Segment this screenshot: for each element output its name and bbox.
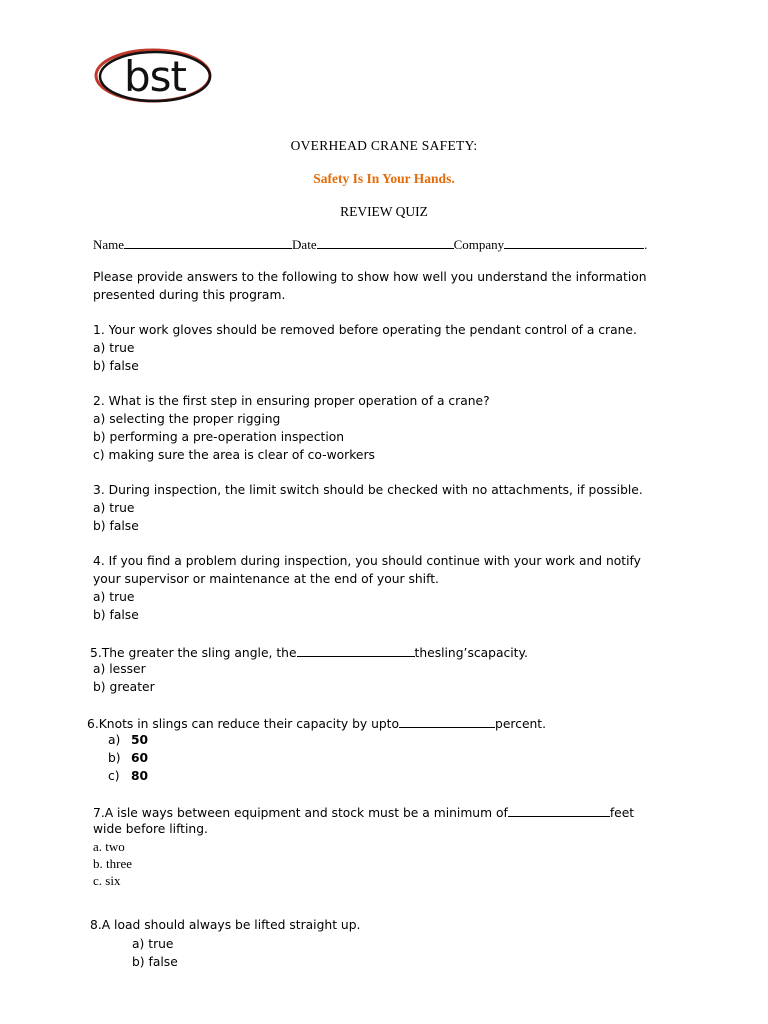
question-4-line-2: your supervisor or maintenance at the end of your shift.: [93, 572, 439, 586]
q8-option-a[interactable]: a) true: [132, 937, 174, 951]
q6-option-c[interactable]: 80: [131, 769, 149, 783]
page-title: OVERHEAD CRANE SAFETY:: [290, 138, 478, 153]
fields-end: .: [644, 237, 648, 252]
page-subtitle: Safety Is In Your Hands.: [313, 171, 455, 186]
question-7-line-2: wide before lifting.: [93, 822, 208, 836]
q2-option-c[interactable]: c) making sure the area is clear of co-workers: [93, 448, 375, 462]
q6-option-c-label: c): [108, 769, 120, 783]
intro-line-2: presented during this program.: [93, 288, 286, 302]
intro-line-1: Please provide answers to the following to show how well you understand the information: [93, 270, 647, 284]
q3-option-a[interactable]: a) true: [93, 501, 135, 515]
q5-option-b[interactable]: b) greater: [93, 680, 155, 694]
question-2: 2. What is the first step in ensuring proper operation of a crane?: [93, 394, 490, 408]
q1-option-a[interactable]: a) true: [93, 341, 135, 355]
question-3: 3. During inspection, the limit switch should be checked with no attachments, if possible.: [93, 483, 643, 497]
q7-text-end: feet: [609, 806, 635, 820]
q6-text-start: 6.Knots in slings can reduce their capacity by upto: [87, 717, 400, 731]
q4-option-a[interactable]: a) true: [93, 590, 135, 604]
q1-option-b[interactable]: b) false: [93, 359, 139, 373]
q4-option-b[interactable]: b) false: [93, 608, 139, 622]
logo-text: bst: [123, 52, 187, 101]
q5-option-a[interactable]: a) lesser: [93, 662, 146, 676]
date-label: Date: [292, 237, 317, 252]
q7-option-a[interactable]: a. two: [93, 839, 125, 854]
name-blank[interactable]: [124, 236, 292, 249]
q2-option-b[interactable]: b) performing a pre-operation inspection: [93, 430, 345, 444]
q7-option-b[interactable]: b. three: [93, 856, 132, 871]
quiz-heading: REVIEW QUIZ: [340, 204, 428, 219]
question-5: [90, 644, 528, 660]
q3-option-b[interactable]: b) false: [93, 519, 139, 533]
q6-text-end: percent.: [495, 717, 547, 731]
question-1: 1. Your work gloves should be removed before operating the pendant control of a crane.: [93, 323, 637, 337]
question-4-line-1: 4. If you find a problem during inspection, you should continue with your work and notify: [93, 554, 641, 568]
q7-option-c[interactable]: c. six: [93, 873, 121, 888]
company-blank[interactable]: [504, 236, 644, 249]
q2-option-a[interactable]: a) selecting the proper rigging: [93, 412, 281, 426]
info-fields-row: [93, 236, 647, 253]
q6-option-b-label: b): [108, 751, 121, 765]
q5-text-start: 5.The greater the sling angle, the: [90, 646, 297, 660]
company-label: Company: [453, 237, 505, 252]
q7-answer-blank[interactable]: [508, 804, 610, 817]
q5-answer-blank[interactable]: [297, 644, 415, 657]
q5-text-end: thesling’scapacity.: [414, 646, 528, 660]
q6-answer-blank[interactable]: [399, 715, 495, 728]
question-6: [87, 715, 546, 731]
name-label: Name: [93, 237, 125, 252]
q8-option-b[interactable]: b) false: [132, 955, 178, 969]
q6-option-b[interactable]: 60: [131, 751, 149, 765]
bst-logo-mark: [94, 47, 212, 104]
question-8: 8.A load should always be lifted straight up.: [90, 918, 361, 932]
q6-option-a-label: a): [108, 733, 121, 747]
question-7-line-1: [93, 804, 634, 820]
bst-logo: [94, 47, 212, 104]
q6-option-a[interactable]: 50: [131, 733, 149, 747]
q7-text-start: 7.A isle ways between equipment and stock must be a minimum of: [93, 806, 508, 820]
date-blank[interactable]: [317, 236, 454, 249]
